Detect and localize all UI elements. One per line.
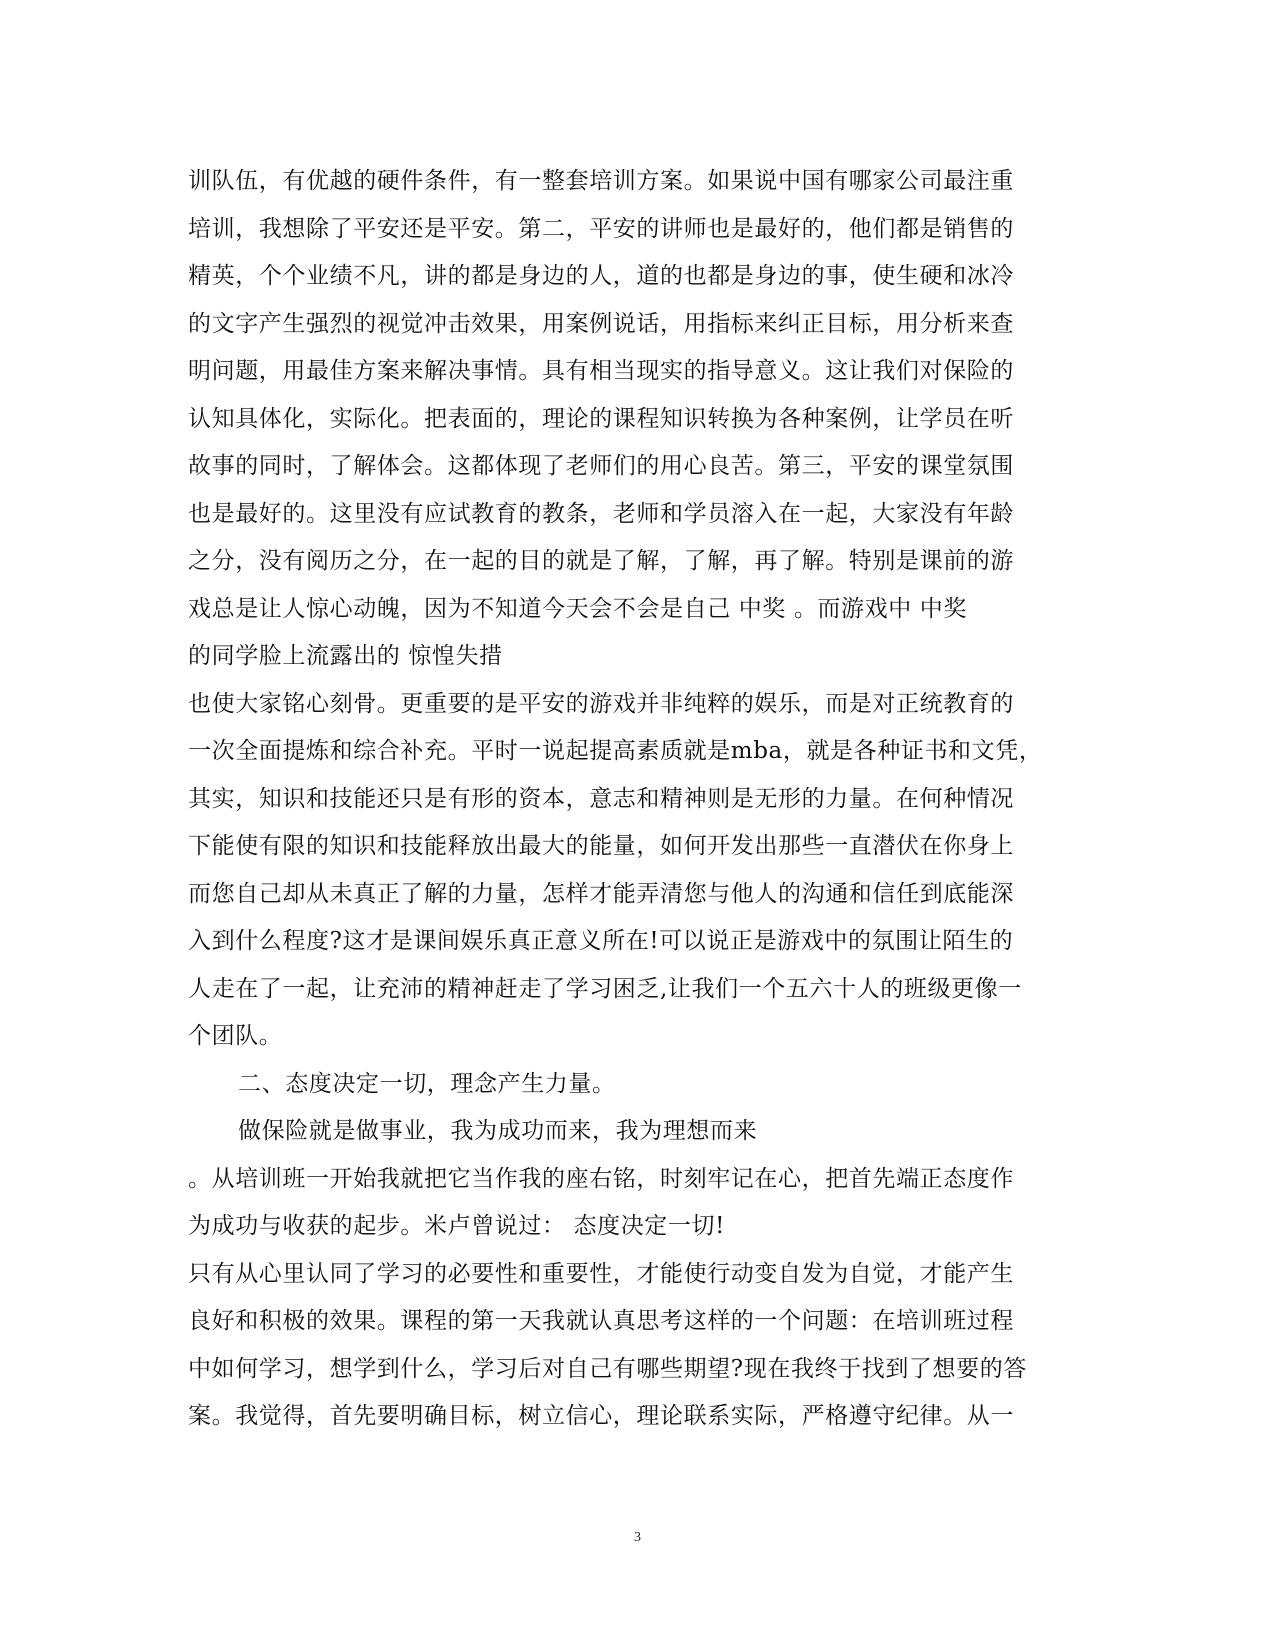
text-line: 也是最好的。这里没有应试教育的教条，老师和学员溶入在一起，大家没有年龄 xyxy=(188,500,1014,527)
text-line: 为成功与收获的起步。米卢曾说过： 态度决定一切! xyxy=(188,1213,725,1239)
text-line: 戏总是让人惊心动魄，因为不知道今天会不会是自己 中奖 。而游戏中 中奖 xyxy=(188,595,967,622)
text-line: 的同学脸上流露出的 惊惶失措 xyxy=(188,643,503,669)
text-line: 只有从心里认同了学习的必要性和重要性，才能使行动变自发为自觉，才能产生 xyxy=(188,1260,1014,1287)
text-line: 训队伍，有优越的硬件条件，有一整套培训方案。如果说中国有哪家公司最注重 xyxy=(188,168,1014,194)
text-line: 下能使有限的知识和技能释放出最大的能量，如何开发出那些一直潜伏在你身上 xyxy=(188,833,1014,859)
text-line: 而您自己却从未真正了解的力量，怎样才能弄清您与他人的沟通和信任到底能深 xyxy=(188,880,1014,907)
body-text xyxy=(188,158,1068,1441)
text-line: 精英，个个业绩不凡，讲的都是身边的人，道的也都是身边的事，使生硬和冰冷 xyxy=(188,263,1014,289)
text-line: 认知具体化，实际化。把表面的，理论的课程知识转换为各种案例，让学员在听 xyxy=(188,405,1014,432)
text-line: 一次全面提炼和综合补充。平时一说起提高素质就是mba，就是各种证书和文凭， xyxy=(188,738,1043,764)
text-line: 人走在了一起，让充沛的精神赶走了学习困乏,让我们一个五六十人的班级更像一 xyxy=(188,975,1022,1002)
text-line: 也使大家铭心刻骨。更重要的是平安的游戏并非纯粹的娱乐，而是对正统教育的 xyxy=(188,690,1014,717)
text-line: 其实，知识和技能还只是有形的资本，意志和精神则是无形的力量。在何种情况 xyxy=(188,785,1014,812)
text-line: 入到什么程度?这才是课间娱乐真正意义所在!可以说正是游戏中的氛围让陌生的 xyxy=(188,928,1014,954)
text-line: 中如何学习，想学到什么，学习后对自己有哪些期望?现在我终于找到了想要的答 xyxy=(188,1355,1027,1382)
text-line: 的文字产生强烈的视觉冲击效果，用案例说话，用指标来纠正目标，用分析来查 xyxy=(188,310,1014,337)
text-line: 良好和积极的效果。课程的第一天我就认真思考这样的一个问题：在培训班过程 xyxy=(188,1308,1014,1334)
text-line: 做保险就是做事业，我为成功而来，我为理想而来 xyxy=(238,1118,758,1144)
page-number: 3 xyxy=(634,1530,641,1545)
text-line: 二、态度决定一切，理念产生力量。 xyxy=(238,1070,616,1097)
text-line: 个团队。 xyxy=(188,1023,283,1049)
text-line: 明问题，用最佳方案来解决事情。具有相当现实的指导意义。这让我们对保险的 xyxy=(188,358,1014,384)
text-line: 案。我觉得，首先要明确目标，树立信心，理论联系实际，严格遵守纪律。从一 xyxy=(188,1403,1014,1429)
text-line: 之分，没有阅历之分，在一起的目的就是了解，了解，再了解。特别是课前的游 xyxy=(188,548,1014,574)
text-line: 故事的同时，了解体会。这都体现了老师们的用心良苦。第三，平安的课堂氛围 xyxy=(188,453,1014,479)
text-line: 。从培训班一开始我就把它当作我的座右铭，时刻牢记在心，把首先端正态度作 xyxy=(188,1165,1014,1192)
text-line: 培训，我想除了平安还是平安。第二，平安的讲师也是最好的，他们都是销售的 xyxy=(188,215,1014,242)
